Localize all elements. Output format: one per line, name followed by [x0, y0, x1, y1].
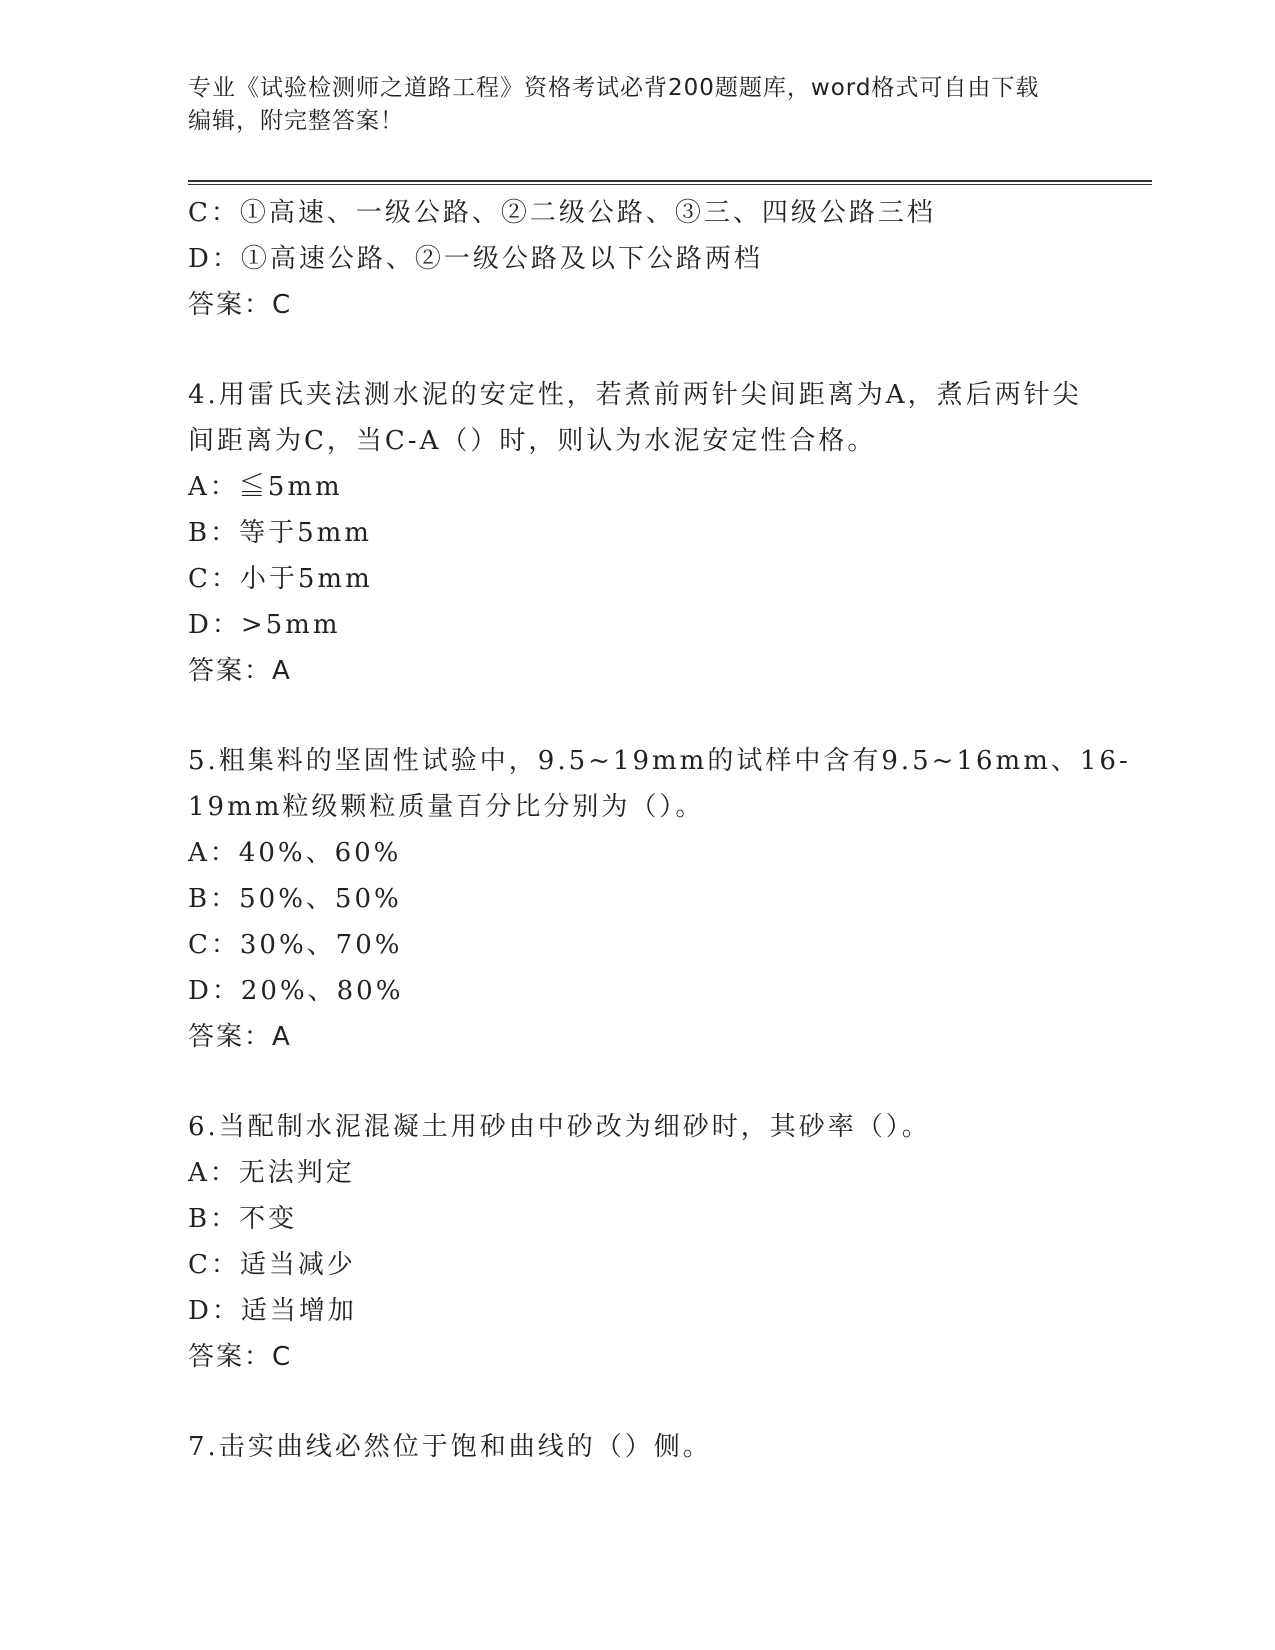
q7-stem-line1: 7.击实曲线必然位于饱和曲线的（）侧。	[188, 1432, 712, 1462]
q6-option-d: D：适当增加	[188, 1296, 357, 1326]
question-7	[188, 1424, 1088, 1470]
q3-answer: 答案：C	[188, 290, 293, 320]
header-divider-thick	[188, 180, 1152, 182]
q4-option-b: B：等于5mm	[188, 518, 372, 548]
document-header	[188, 72, 1068, 138]
q4-stem-line1: 4.用雷氏夹法测水泥的安定性，若煮前两针尖间距离为A，煮后两针尖	[188, 380, 1082, 410]
q5-option-b: B：50%、50%	[188, 884, 402, 914]
q5-stem-line1: 5.粗集料的坚固性试验中，9.5~19mm的试样中含有9.5~16mm、16-	[188, 746, 1131, 776]
question-list	[188, 190, 1131, 1470]
header-title-line1: 专业《试验检测师之道路工程》资格考试必背200题题库，word格式可自由下载	[188, 75, 1040, 101]
q6-option-c: C：适当减少	[188, 1250, 356, 1280]
q5-stem-line2: 19mm粒级颗粒质量百分比分别为（）。	[188, 792, 705, 822]
q4-option-d: D：>5mm	[188, 610, 341, 640]
q3-option-d: D：①高速公路、②一级公路及以下公路两档	[188, 244, 763, 274]
q5-answer: 答案：A	[188, 1022, 292, 1052]
header-divider-thin	[188, 184, 1152, 185]
q4-option-a: A：≦5mm	[188, 472, 343, 502]
q6-option-b: B：不变	[188, 1204, 298, 1234]
q5-option-a: A：40%、60%	[188, 838, 402, 868]
q6-answer: 答案：C	[188, 1342, 293, 1372]
header-title-line2: 编辑，附完整答案！	[188, 108, 404, 134]
q5-option-c: C：30%、70%	[188, 930, 403, 960]
question-5	[188, 738, 1131, 1060]
q6-stem-line1: 6.当配制水泥混凝土用砂由中砂改为细砂时，其砂率（）。	[188, 1112, 931, 1142]
question-3	[188, 190, 1088, 328]
question-6	[188, 1104, 1088, 1380]
q4-option-c: C：小于5mm	[188, 564, 373, 594]
q4-answer: 答案：A	[188, 656, 292, 686]
q6-option-a: A：无法判定	[188, 1158, 355, 1188]
q3-option-c: C：①高速、一级公路、②二级公路、③三、四级公路三档	[188, 198, 936, 228]
q5-option-d: D：20%、80%	[188, 976, 404, 1006]
q4-stem-line2: 间距离为C，当C-A（）时，则认为水泥安定性合格。	[188, 426, 877, 456]
question-4	[188, 372, 1088, 694]
